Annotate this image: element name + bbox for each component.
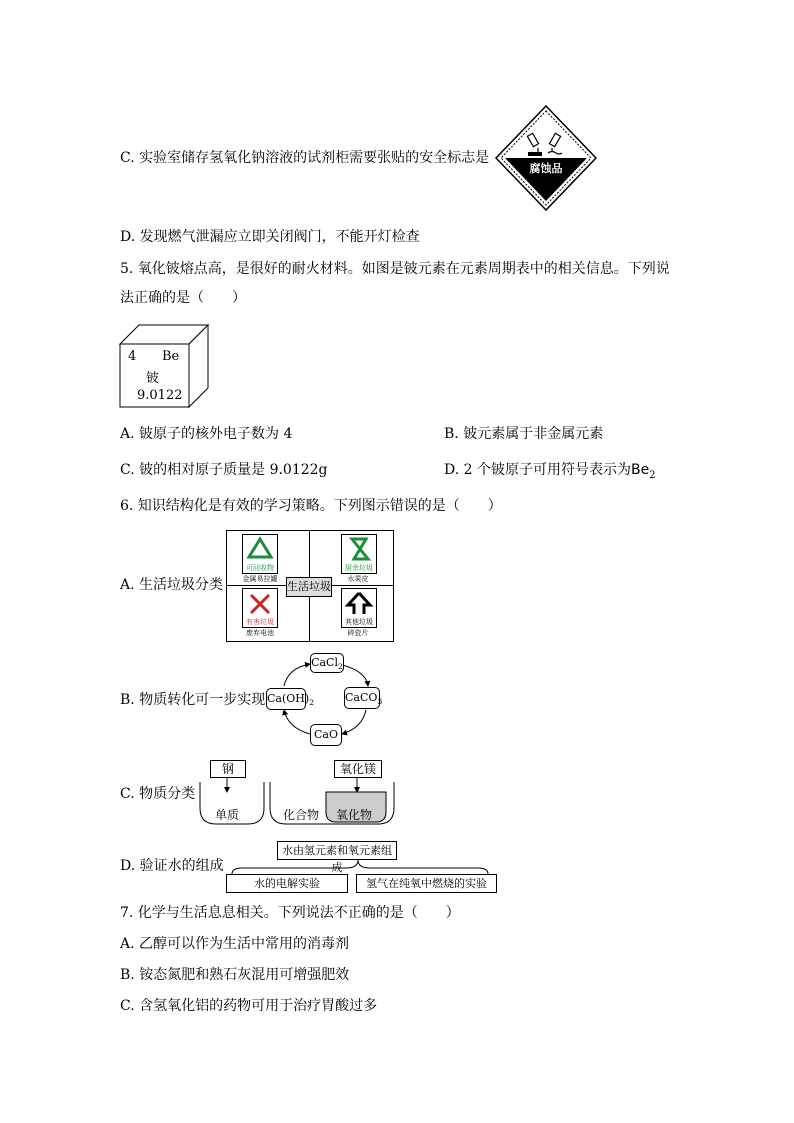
other-waste-icon [341,588,377,628]
node-caoh2 [266,688,315,710]
q4-option-c: C. 实验室储存氢氧化钠溶液的试剂柜需要张贴的安全标志是 [120,150,490,166]
q5-option-d-prefix: D. 2 个铍原子可用符号表示为 [444,462,631,478]
water-conclusion-box: 水由氢元素和氧元素组成 [277,841,397,860]
corrosive-sign-icon [494,104,598,212]
node-caco3 [344,687,383,709]
be-subscript: 2 [649,469,656,481]
q6-option-a-label: A. 生活垃圾分类 [120,577,224,593]
node-caco3-sub: 3 [377,697,383,707]
kitchen-waste-icon [341,534,377,574]
q6-option-b-label: B. 物质转化可一步实现 [120,692,266,708]
element-symbol: Be [162,349,180,364]
other-item: 碎瓷片 [347,629,369,637]
node-cacl2-sub: 2 [338,662,343,672]
compound-container-label: 化合物 [283,808,320,822]
q5-option-d [444,460,655,486]
recyclable-bin-label: 可回收物 [246,564,274,572]
hydrogen-combustion-box: 氢气在纯氧中燃烧的实验 [356,874,497,893]
node-caoh2-sub: 2 [309,698,315,708]
q5-option-c: C. 铍的相对原子质量是 9.0122g [120,462,328,478]
element-mass: 9.0122 [137,388,183,403]
oxide-container-label: 氧化物 [336,808,373,822]
steel-box: 钢 [210,760,246,778]
element-name: 铍 [146,371,160,386]
harmful-waste-icon [242,588,278,628]
recyclable-icon [242,534,278,574]
q6-option-c-text: C. 物质分类 [120,786,196,802]
node-cao: CaO [310,724,342,746]
node-cacl2 [310,653,344,673]
be-symbol: Be [630,462,650,478]
q5-stem-line1: 5. 氧化铍熔点高，是很好的耐火材料。如图是铍元素在元素周期表中的相关信息。下列说 [120,261,670,277]
mgo-box: 氧化镁 [334,760,382,778]
node-cacl2-formula: CaCl [311,656,338,669]
harmful-item: 废弃电池 [246,629,274,637]
q7-option-a: A. 乙醇可以作为生活中常用的消毒剂 [120,936,350,952]
kitchen-bin-label: 厨余垃圾 [345,564,373,572]
q5-stem-line2: 法正确的是（ ） [120,290,246,306]
q5-option-b: B. 铍元素属于非金属元素 [444,426,604,442]
garbage-center-label: 生活垃圾 [286,577,332,597]
q6-stem: 6. 知识结构化是有效的学习策略。下列图示错误的是（ ） [120,498,502,514]
other-bin-label: 其他垃圾 [345,618,373,626]
element-container-label: 单质 [215,808,240,822]
q7-option-b: B. 铵态氮肥和熟石灰混用可增强肥效 [120,967,350,983]
recyclable-item: 金属易拉罐 [242,575,278,583]
element-number: 4 [128,349,137,364]
q6-option-d-label: D. 验证水的组成 [120,858,224,874]
kitchen-item: 水果皮 [347,575,369,583]
corrosive-sign-label: 腐蚀品 [529,162,563,175]
node-caco3-formula: CaCO [345,691,378,704]
q4-option-d: D. 发现燃气泄漏应立即关闭阀门，不能开灯检查 [120,229,420,245]
q7-stem: 7. 化学与生活息息相关。下列说法不正确的是（ ） [120,905,460,921]
q5-option-a: A. 铍原子的核外电子数为 4 [120,426,293,442]
node-caoh2-formula: Ca(OH) [267,692,310,705]
harmful-bin-label: 有害垃圾 [246,618,274,626]
q7-option-c: C. 含氢氧化铝的药物可用于治疗胃酸过多 [120,998,378,1014]
water-electrolysis-box: 水的电解实验 [226,874,348,893]
